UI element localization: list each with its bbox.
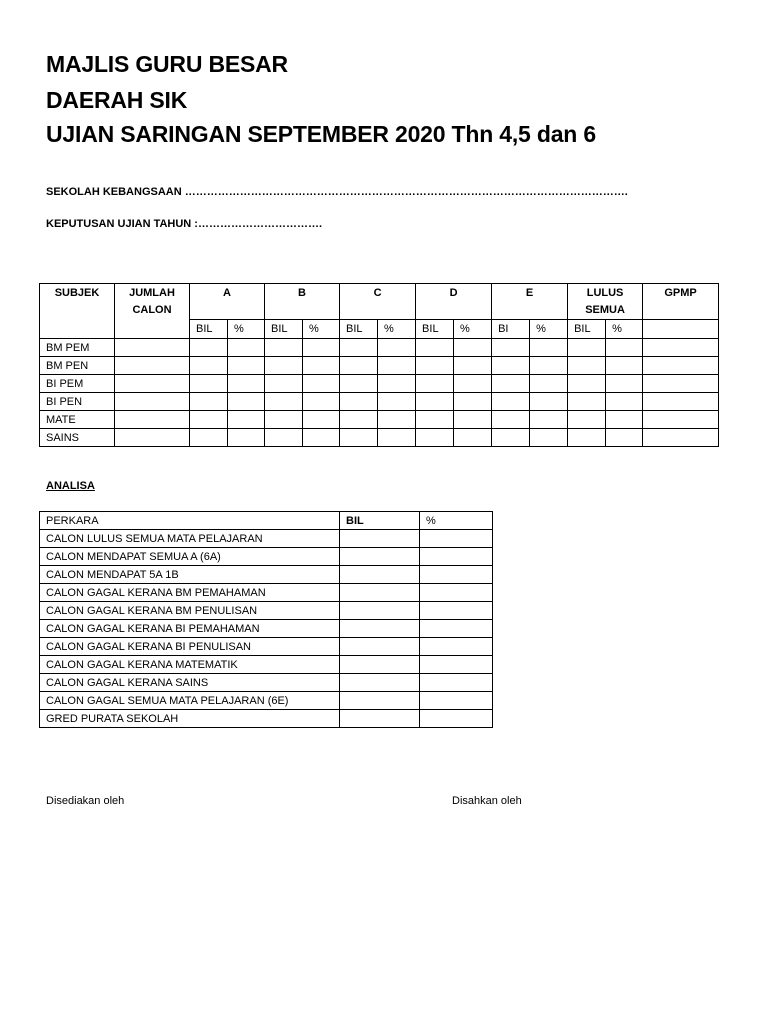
empty-cell [643, 357, 719, 375]
header-grade-e: E [492, 284, 568, 320]
empty-cell [340, 620, 420, 638]
empty-cell [420, 692, 493, 710]
empty-cell [454, 429, 492, 447]
empty-cell [378, 339, 416, 357]
analysis-item: CALON GAGAL KERANA BM PEMAHAMAN [40, 584, 340, 602]
subheader-cell: BIL [416, 320, 454, 339]
empty-cell [492, 411, 530, 429]
empty-cell [568, 375, 606, 393]
analysis-item: CALON GAGAL KERANA BI PEMAHAMAN [40, 620, 340, 638]
empty-cell [454, 411, 492, 429]
table-row [40, 674, 493, 692]
empty-cell [340, 710, 420, 728]
subheader-cell: BIL [568, 320, 606, 339]
empty-cell [454, 357, 492, 375]
empty-cell [115, 429, 190, 447]
empty-cell [416, 339, 454, 357]
analysis-header-row [40, 512, 493, 530]
table-row [40, 656, 493, 674]
subheader-cell: BIL [190, 320, 228, 339]
empty-cell [378, 429, 416, 447]
empty-cell [115, 357, 190, 375]
analysis-item: CALON LULUS SEMUA MATA PELAJARAN [40, 530, 340, 548]
header-percent: % [420, 512, 493, 530]
empty-cell [265, 339, 303, 357]
empty-cell [303, 375, 340, 393]
empty-cell [643, 393, 719, 411]
analysis-item: CALON GAGAL KERANA BI PENULISAN [40, 638, 340, 656]
empty-cell [115, 375, 190, 393]
header-grade-c: C [340, 284, 416, 320]
empty-cell [568, 357, 606, 375]
empty-cell [420, 674, 493, 692]
approved-by-label: Disahkan oleh [452, 795, 522, 807]
empty-cell [265, 411, 303, 429]
empty-cell [568, 411, 606, 429]
empty-cell [416, 411, 454, 429]
table-row [40, 602, 493, 620]
empty-cell [228, 339, 265, 357]
empty-cell [454, 393, 492, 411]
empty-cell [265, 357, 303, 375]
subject-name: BM PEM [40, 339, 115, 357]
table-row [40, 530, 493, 548]
empty-cell [416, 375, 454, 393]
subheader-cell: BIL [265, 320, 303, 339]
empty-cell [228, 429, 265, 447]
empty-cell [420, 638, 493, 656]
subheader-cell: % [454, 320, 492, 339]
empty-cell [378, 393, 416, 411]
empty-cell [416, 357, 454, 375]
empty-cell [606, 375, 643, 393]
empty-cell [568, 393, 606, 411]
header-bil: BIL [340, 512, 420, 530]
empty-cell [340, 692, 420, 710]
empty-cell [420, 548, 493, 566]
empty-cell [606, 339, 643, 357]
results-table [39, 283, 719, 447]
subheader-cell: % [378, 320, 416, 339]
header-grade-b: B [265, 284, 340, 320]
table-row [40, 620, 493, 638]
subject-name: BI PEM [40, 375, 115, 393]
title-line-1: MAJLIS GURU BESAR [46, 51, 288, 77]
table-row [40, 548, 493, 566]
empty-cell [115, 411, 190, 429]
table-row [40, 638, 493, 656]
empty-cell [340, 357, 378, 375]
empty-cell [420, 566, 493, 584]
header-gpmp: GPMP [643, 284, 719, 320]
subheader-cell: % [606, 320, 643, 339]
empty-cell [416, 429, 454, 447]
empty-cell [416, 393, 454, 411]
header-grade-a: A [190, 284, 265, 320]
exam-year-field: KEPUTUSAN UJIAN TAHUN :……………………………. [46, 218, 323, 230]
analysis-item: CALON MENDAPAT 5A 1B [40, 566, 340, 584]
subject-name: SAINS [40, 429, 115, 447]
empty-cell [303, 357, 340, 375]
empty-cell [492, 357, 530, 375]
empty-cell [530, 339, 568, 357]
subheader-cell: % [530, 320, 568, 339]
empty-cell [530, 411, 568, 429]
empty-cell [115, 339, 190, 357]
empty-cell [378, 375, 416, 393]
empty-cell [606, 429, 643, 447]
subheader-cell: BIL [340, 320, 378, 339]
empty-cell [340, 548, 420, 566]
analysis-item: CALON GAGAL KERANA BM PENULISAN [40, 602, 340, 620]
empty-cell [530, 357, 568, 375]
empty-cell [530, 429, 568, 447]
analysis-item: CALON MENDAPAT SEMUA A (6A) [40, 548, 340, 566]
analysis-item: CALON GAGAL KERANA MATEMATIK [40, 656, 340, 674]
prepared-by-label: Disediakan oleh [46, 795, 125, 807]
empty-cell [420, 584, 493, 602]
empty-cell [228, 393, 265, 411]
analysis-table [39, 511, 493, 728]
empty-cell [420, 710, 493, 728]
empty-cell [454, 339, 492, 357]
empty-cell [606, 393, 643, 411]
empty-cell [340, 339, 378, 357]
gpmp-subheader-cell [643, 320, 719, 339]
header-grade-d: D [416, 284, 492, 320]
empty-cell [530, 375, 568, 393]
empty-cell [606, 411, 643, 429]
empty-cell [568, 339, 606, 357]
analysis-item: CALON GAGAL KERANA SAINS [40, 674, 340, 692]
empty-cell [115, 393, 190, 411]
header-jumlah-calon: JUMLAH CALON [115, 284, 190, 339]
empty-cell [190, 339, 228, 357]
subject-name: BI PEN [40, 393, 115, 411]
table-row [40, 692, 493, 710]
empty-cell [378, 411, 416, 429]
table-row [40, 710, 493, 728]
empty-cell [606, 357, 643, 375]
header-lulus-semua: LULUS SEMUA [568, 284, 643, 320]
empty-cell [340, 602, 420, 620]
empty-cell [340, 638, 420, 656]
empty-cell [190, 429, 228, 447]
empty-cell [420, 530, 493, 548]
title-line-3: UJIAN SARINGAN SEPTEMBER 2020 Thn 4,5 dan 6 [46, 121, 596, 147]
empty-cell [492, 393, 530, 411]
empty-cell [378, 357, 416, 375]
empty-cell [190, 357, 228, 375]
empty-cell [492, 429, 530, 447]
empty-cell [265, 375, 303, 393]
empty-cell [643, 339, 719, 357]
empty-cell [190, 375, 228, 393]
empty-cell [420, 602, 493, 620]
analysis-item: GRED PURATA SEKOLAH [40, 710, 340, 728]
empty-cell [340, 584, 420, 602]
empty-cell [303, 411, 340, 429]
empty-cell [643, 411, 719, 429]
table-row [40, 429, 719, 447]
table-row [40, 566, 493, 584]
table-row [40, 357, 719, 375]
empty-cell [265, 429, 303, 447]
empty-cell [530, 393, 568, 411]
empty-cell [340, 530, 420, 548]
empty-cell [228, 411, 265, 429]
empty-cell [340, 393, 378, 411]
empty-cell [303, 339, 340, 357]
empty-cell [303, 393, 340, 411]
empty-cell [303, 429, 340, 447]
analysis-item: CALON GAGAL SEMUA MATA PELAJARAN (6E) [40, 692, 340, 710]
header-subjek: SUBJEK [40, 284, 115, 339]
table-row [40, 393, 719, 411]
empty-cell [265, 393, 303, 411]
empty-cell [420, 656, 493, 674]
empty-cell [228, 375, 265, 393]
empty-cell [492, 339, 530, 357]
table-row [40, 375, 719, 393]
empty-cell [340, 656, 420, 674]
empty-cell [340, 566, 420, 584]
empty-cell [420, 620, 493, 638]
subject-name: BM PEN [40, 357, 115, 375]
school-name-field: SEKOLAH KEBANGSAAN …………………………………………………………………………………………………………. [46, 186, 628, 198]
empty-cell [340, 429, 378, 447]
empty-cell [643, 429, 719, 447]
table-row [40, 411, 719, 429]
empty-cell [643, 375, 719, 393]
empty-cell [340, 674, 420, 692]
analisa-heading: ANALISA [46, 480, 95, 492]
empty-cell [190, 393, 228, 411]
subheader-cell: % [303, 320, 340, 339]
table-row [40, 339, 719, 357]
empty-cell [190, 411, 228, 429]
empty-cell [340, 411, 378, 429]
subject-name: MATE [40, 411, 115, 429]
title-line-2: DAERAH SIK [46, 87, 188, 113]
subheader-cell: % [228, 320, 265, 339]
table-row [40, 584, 493, 602]
results-header-row [40, 284, 719, 320]
header-perkara: PERKARA [40, 512, 340, 530]
empty-cell [228, 357, 265, 375]
empty-cell [454, 375, 492, 393]
subheader-cell: BI [492, 320, 530, 339]
empty-cell [568, 429, 606, 447]
empty-cell [340, 375, 378, 393]
empty-cell [492, 375, 530, 393]
